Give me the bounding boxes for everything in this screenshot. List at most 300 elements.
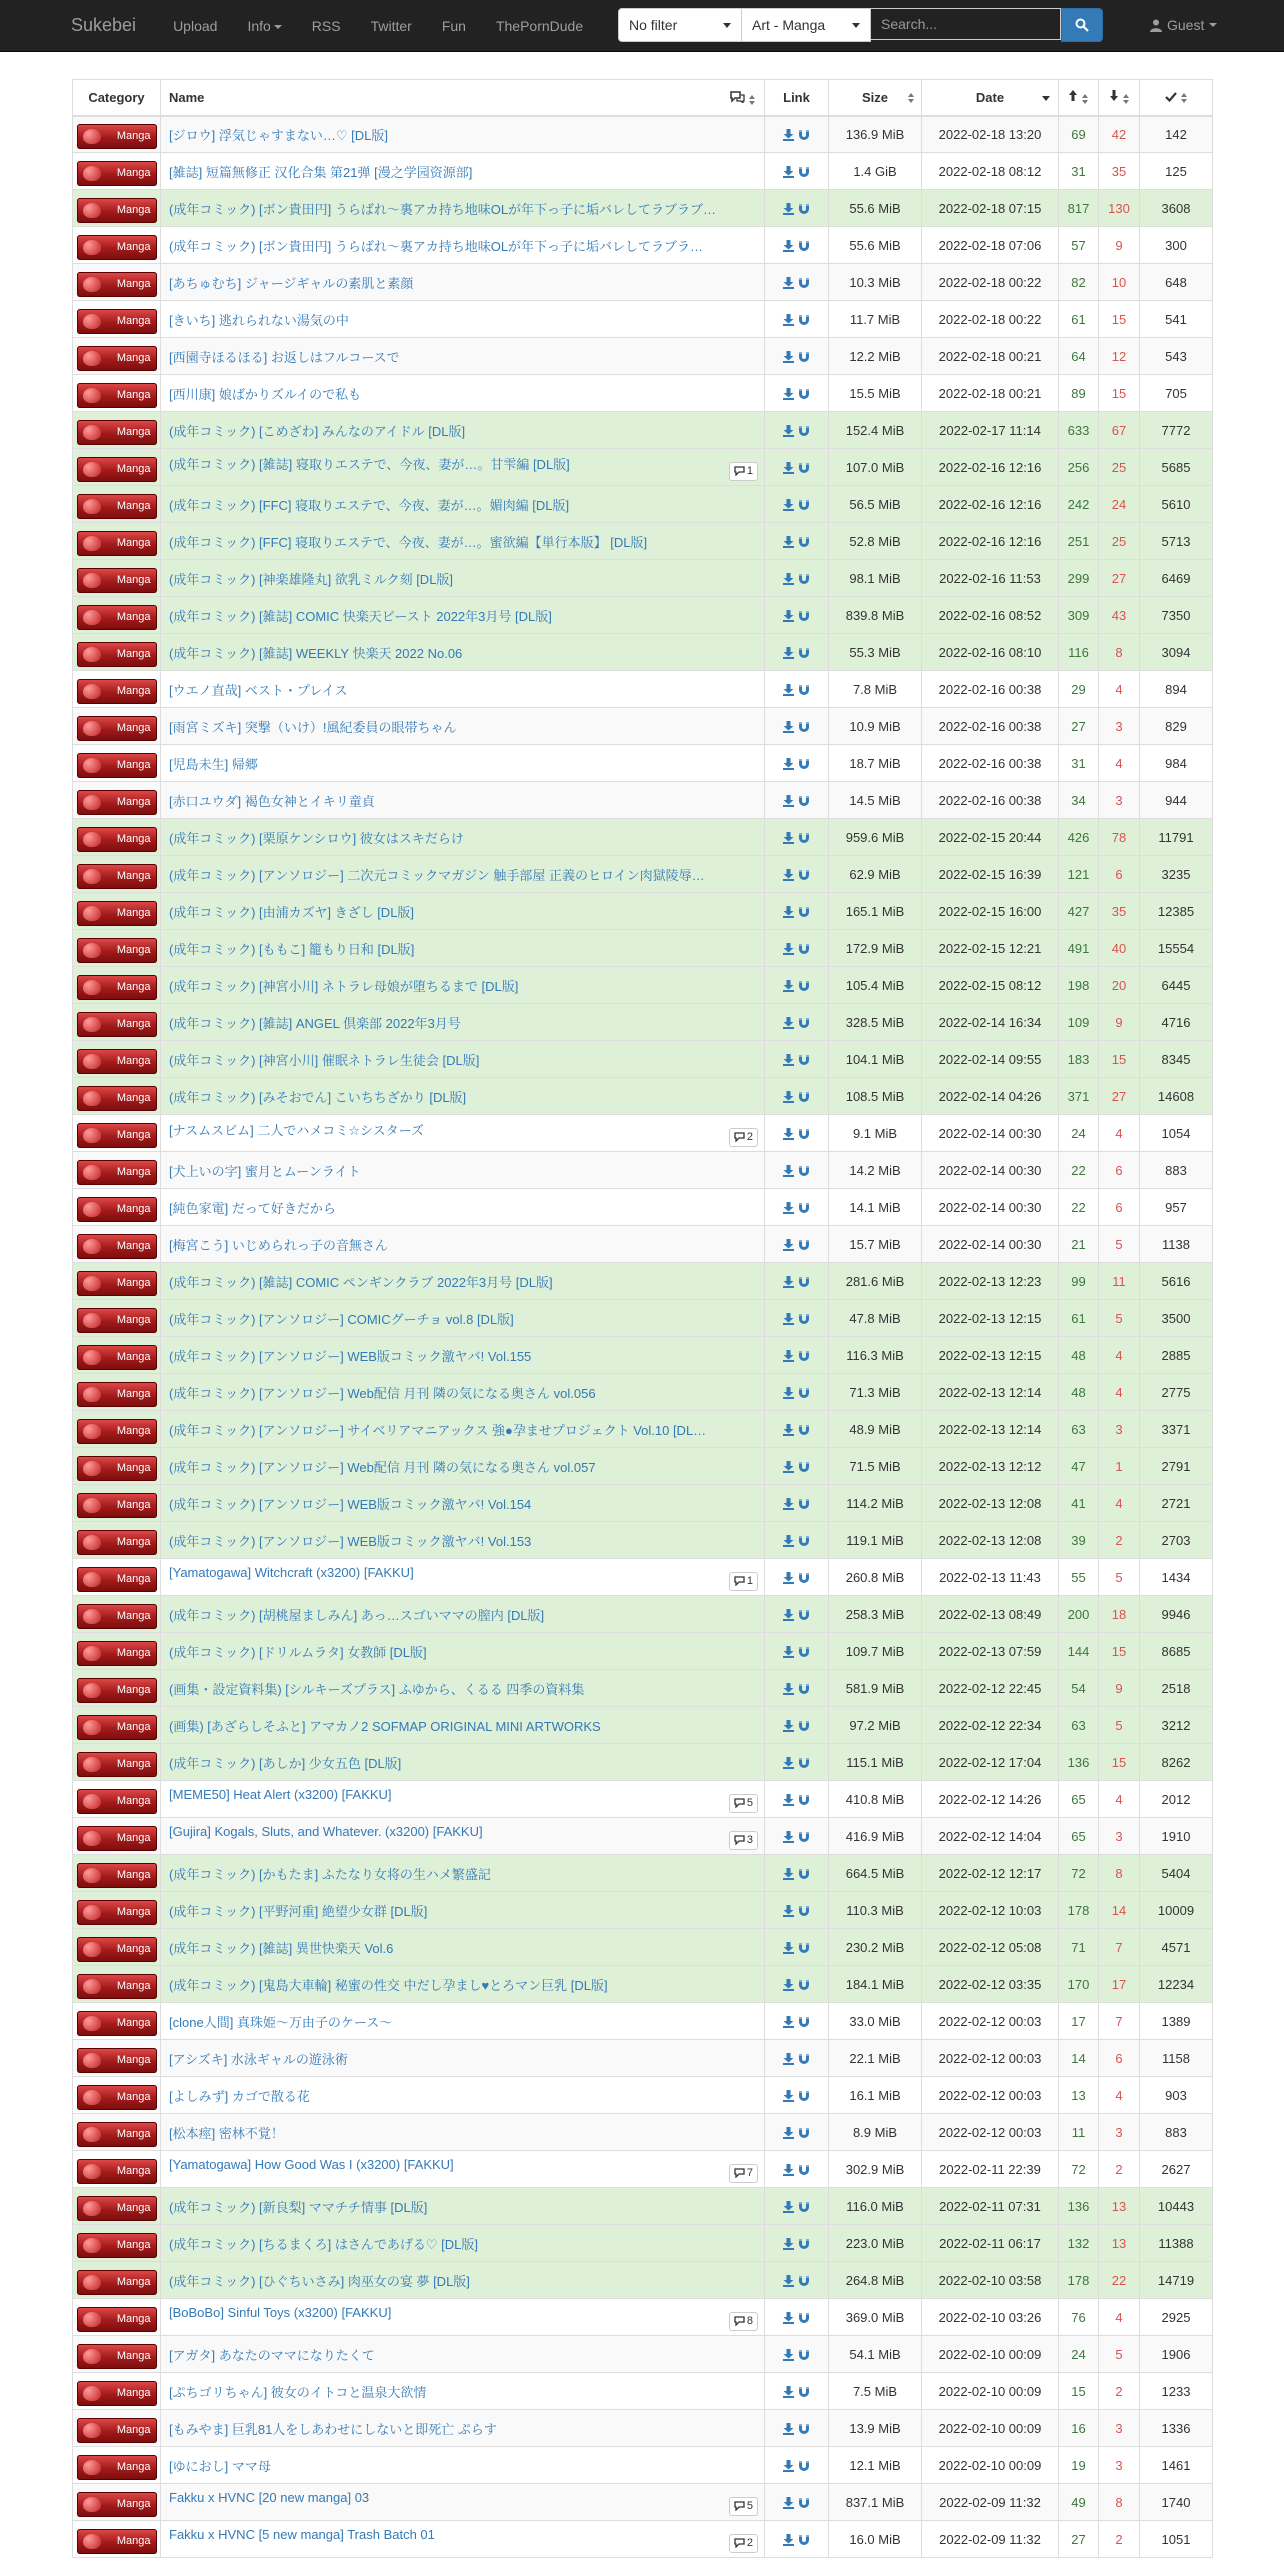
download-link[interactable] xyxy=(781,1718,796,1733)
magnet-link[interactable] xyxy=(796,2088,812,2103)
torrent-name-link[interactable]: [ジロウ] 浮気じゃすまない…♡ [DL版] xyxy=(169,127,388,143)
category-badge[interactable]: Manga xyxy=(77,272,157,297)
torrent-name-link[interactable]: [MEME50] Heat Alert (x3200) [FAKKU] xyxy=(169,1786,392,1802)
category-badge[interactable]: Manga xyxy=(77,938,157,963)
torrent-name-link[interactable]: (成年コミック) [雑誌] 異世快楽天 Vol.6 xyxy=(169,1940,394,1956)
download-link[interactable] xyxy=(781,1681,796,1696)
magnet-link[interactable] xyxy=(796,164,812,179)
category-badge[interactable]: Manga xyxy=(77,753,157,778)
download-link[interactable] xyxy=(781,1866,796,1881)
comments-badge[interactable] xyxy=(729,2312,758,2331)
category-badge[interactable]: Manga xyxy=(77,124,157,149)
category-badge[interactable]: Manga xyxy=(77,1234,157,1259)
downloads-cell: 11388 xyxy=(1140,2225,1213,2262)
torrent-name-link[interactable]: (成年コミック) [ももこ] 籠もり日和 [DL版] xyxy=(169,941,415,957)
download-link[interactable] xyxy=(781,1792,796,1807)
category-badge[interactable]: Manga xyxy=(77,1456,157,1481)
torrent-name-link[interactable]: (成年コミック) [雑誌] COMIC 快楽天ビースト 2022年3月号 [DL版] xyxy=(169,608,552,624)
magnet-link[interactable] xyxy=(796,793,812,808)
torrent-name-link[interactable]: (成年コミック) [こめざわ] みんなのアイドル [DL版] xyxy=(169,423,466,439)
torrent-name-link[interactable]: [児島未生] 帰郷 xyxy=(169,756,258,772)
magnet-link[interactable] xyxy=(796,1237,812,1252)
torrent-name-link[interactable]: (成年コミック) [雑誌] WEEKLY 快楽天 2022 No.06 xyxy=(169,645,463,661)
torrent-name-link[interactable]: (成年コミック) [神宮小川] ネトラレ母娘が堕ちるまで [DL版] xyxy=(169,978,519,994)
download-link[interactable] xyxy=(781,1089,796,1104)
torrent-name-link[interactable]: [Yamatogawa] How Good Was I (x3200) [FAKKU] xyxy=(169,2156,454,2172)
magnet-link[interactable] xyxy=(796,460,812,475)
magnet-link[interactable] xyxy=(796,386,812,401)
nav-twitter[interactable]: Twitter xyxy=(370,17,412,34)
comments-badge[interactable] xyxy=(729,1831,758,1850)
download-link[interactable] xyxy=(781,682,796,697)
category-badge[interactable]: Manga xyxy=(77,827,157,852)
torrent-name-link[interactable]: [雑誌] 短篇無修正 汉化合集 第21弹 [漫之学园资源部] xyxy=(169,164,473,180)
torrent-name-link[interactable]: (成年コミック) [アンソロジー] WEB版コミック激ヤバ! Vol.154 xyxy=(169,1496,532,1512)
torrent-name-link[interactable]: (成年コミック) [FFC] 寝取りエステで、今夜、妻が…。蜜欲編【単行本版】 [DL版] xyxy=(169,534,648,550)
magnet-link[interactable] xyxy=(796,1348,812,1363)
magnet-link[interactable] xyxy=(796,1200,812,1215)
category-badge[interactable]: Manga xyxy=(77,2085,157,2110)
download-link[interactable] xyxy=(781,1903,796,1918)
magnet-link[interactable] xyxy=(796,201,812,216)
download-link[interactable] xyxy=(781,2421,796,2436)
download-link[interactable] xyxy=(781,2458,796,2473)
torrent-name-link[interactable]: [犬上いの字] 蜜月とムーンライト xyxy=(169,1163,361,1179)
magnet-link[interactable] xyxy=(796,2458,812,2473)
magnet-link[interactable] xyxy=(796,349,812,364)
download-link[interactable] xyxy=(781,793,796,808)
download-link[interactable] xyxy=(781,460,796,475)
category-badge[interactable]: Manga xyxy=(77,1752,157,1777)
download-link[interactable] xyxy=(781,2051,796,2066)
magnet-link[interactable] xyxy=(796,1163,812,1178)
magnet-link[interactable] xyxy=(796,1422,812,1437)
torrent-name-link[interactable]: (成年コミック) [アンソロジー] WEB版コミック激ヤバ! Vol.153 xyxy=(169,1533,532,1549)
magnet-link[interactable] xyxy=(796,2532,812,2547)
magnet-link[interactable] xyxy=(796,1570,812,1585)
torrent-name-link[interactable]: [ゆにおし] ママ母 xyxy=(169,2458,271,2474)
header-leechers[interactable] xyxy=(1099,80,1140,116)
torrent-name-link[interactable]: (成年コミック) [雑誌] 寝取りエステで、今夜、妻が…。甘雫編 [DL版] xyxy=(169,456,570,472)
download-link[interactable] xyxy=(781,238,796,253)
magnet-link[interactable] xyxy=(796,682,812,697)
magnet-link[interactable] xyxy=(796,2384,812,2399)
torrent-name-link[interactable]: [よしみず] カゴで散る花 xyxy=(169,2088,310,2104)
download-link[interactable] xyxy=(781,978,796,993)
magnet-link[interactable] xyxy=(796,1607,812,1622)
torrent-name-link[interactable]: [ウエノ直哉] ベスト・プレイス xyxy=(169,682,348,698)
magnet-link[interactable] xyxy=(796,312,812,327)
magnet-link[interactable] xyxy=(796,1459,812,1474)
download-link[interactable] xyxy=(781,201,796,216)
magnet-link[interactable] xyxy=(796,238,812,253)
download-link[interactable] xyxy=(781,2310,796,2325)
category-badge[interactable]: Manga xyxy=(77,1012,157,1037)
torrent-name-link[interactable]: (成年コミック) [鬼島大車輪] 秘蜜の性交 中だし孕まし♥とろマン巨乳 [DL版] xyxy=(169,1977,608,1993)
download-link[interactable] xyxy=(781,645,796,660)
nav-theporndude[interactable]: ThePornDude xyxy=(495,17,584,34)
magnet-link[interactable] xyxy=(796,1052,812,1067)
torrent-name-link[interactable]: (成年コミック) [ドリルムラタ] 女教師 [DL版] xyxy=(169,1644,427,1660)
link-cell xyxy=(765,1078,829,1115)
magnet-link[interactable] xyxy=(796,2347,812,2362)
download-link[interactable] xyxy=(781,2199,796,2214)
magnet-link[interactable] xyxy=(796,978,812,993)
category-badge[interactable]: Manga xyxy=(77,790,157,815)
category-badge[interactable]: Manga xyxy=(77,716,157,741)
magnet-link[interactable] xyxy=(796,2125,812,2140)
torrent-name-link[interactable]: (成年コミック) [アンソロジー] サイベリアマニアックス 強●孕ませプロジェクト Vol.10 [DL… xyxy=(169,1422,707,1438)
torrent-name-link[interactable]: (成年コミック) [アンソロジー] 二次元コミックマガジン 触手部屋 正義のヒロイン肉獄陵辱… xyxy=(169,867,705,883)
category-badge[interactable]: Manga xyxy=(77,2344,157,2369)
magnet-link[interactable] xyxy=(796,423,812,438)
magnet-link[interactable] xyxy=(796,1977,812,1992)
torrent-name-link[interactable]: [ぷちゴリちゃん] 彼女のイトコと温泉大欲情 xyxy=(169,2384,427,2400)
category-badge[interactable]: Manga xyxy=(77,1789,157,1814)
search-button[interactable] xyxy=(1061,8,1103,42)
download-icon xyxy=(783,758,794,770)
magnet-link[interactable] xyxy=(796,756,812,771)
category-select[interactable] xyxy=(742,8,871,42)
category-cell xyxy=(73,338,161,375)
torrent-name-link[interactable]: (成年コミック) [胡桃屋ましみん] あっ…スゴいママの膣内 [DL版] xyxy=(169,1607,545,1623)
download-link[interactable] xyxy=(781,608,796,623)
torrent-name-link[interactable]: (成年コミック) [ひぐちいさみ] 肉巫女の宴 夢 [DL版] xyxy=(169,2273,470,2289)
magnet-link[interactable] xyxy=(796,904,812,919)
download-link[interactable] xyxy=(781,2384,796,2399)
comments-badge[interactable] xyxy=(729,2534,758,2553)
torrent-name-link[interactable]: [Gujira] Kogals, Sluts, and Whatever. (x3200) [FAKKU] xyxy=(169,1823,483,1839)
download-link[interactable] xyxy=(781,1496,796,1511)
search-input[interactable]: Search... xyxy=(871,8,1061,40)
magnet-link[interactable] xyxy=(796,1126,812,1141)
torrent-name-link[interactable]: [あちゅむち] ジャージギャルの素肌と素顔 xyxy=(169,275,414,291)
category-badge[interactable]: Manga xyxy=(77,975,157,1000)
magnet-link[interactable] xyxy=(796,2051,812,2066)
torrent-name-link[interactable]: (画集) [あざらしそふと] アマカノ2 SOFMAP ORIGINAL MINI ARTWORKS xyxy=(169,1718,601,1734)
category-badge[interactable]: Manga xyxy=(77,1049,157,1074)
torrent-name-link[interactable]: [clone人間] 真珠姫〜万由子のケース〜 xyxy=(169,2014,393,2030)
torrent-name-link[interactable]: [梅宮こう] いじめられっ子の音無さん xyxy=(169,1237,388,1253)
category-badge[interactable]: Manga xyxy=(77,1086,157,1111)
torrent-name-link[interactable]: (成年コミック) [みそおでん] こいちちざかり [DL版] xyxy=(169,1089,467,1105)
magnet-link[interactable] xyxy=(796,1496,812,1511)
download-link[interactable] xyxy=(781,1015,796,1030)
header-name[interactable] xyxy=(161,80,765,116)
torrent-name-link[interactable]: (成年コミック) [かもたま] ふたなり女将の生ハメ繁盛記 xyxy=(169,1866,491,1882)
magnet-link[interactable] xyxy=(796,941,812,956)
category-badge[interactable]: Manga xyxy=(77,2011,157,2036)
category-badge[interactable]: Manga xyxy=(77,1419,157,1444)
category-badge[interactable]: Manga xyxy=(77,1826,157,1851)
magnet-link[interactable] xyxy=(796,1829,812,1844)
download-link[interactable] xyxy=(781,275,796,290)
category-badge[interactable]: Manga xyxy=(77,2048,157,2073)
download-link[interactable] xyxy=(781,1570,796,1585)
magnet-link[interactable] xyxy=(796,830,812,845)
download-link[interactable] xyxy=(781,1348,796,1363)
torrent-name-link[interactable]: (成年コミック) [アンソロジー] Web配信 月刊 隣の気になる奥さん vol.056 xyxy=(169,1385,596,1401)
category-badge[interactable]: Manga xyxy=(77,309,157,334)
download-link[interactable] xyxy=(781,2162,796,2177)
nav-info[interactable] xyxy=(247,18,281,34)
magnet-link[interactable] xyxy=(796,497,812,512)
torrent-name-link[interactable]: [きいち] 逃れられない湯気の中 xyxy=(169,312,349,328)
category-badge[interactable]: Manga xyxy=(77,1900,157,1925)
download-link[interactable] xyxy=(781,830,796,845)
category-badge[interactable]: Manga xyxy=(77,679,157,704)
category-badge[interactable]: Manga xyxy=(77,1974,157,1999)
download-link[interactable] xyxy=(781,1755,796,1770)
category-badge[interactable]: Manga xyxy=(77,1715,157,1740)
magnet-link[interactable] xyxy=(796,2495,812,2510)
download-link[interactable] xyxy=(781,904,796,919)
torrent-name-link[interactable]: [赤口ユウダ] 褐色女神とイキリ童貞 xyxy=(169,793,375,809)
nav-fun[interactable]: Fun xyxy=(441,17,466,34)
magnet-link[interactable] xyxy=(796,1940,812,1955)
category-badge[interactable]: Manga xyxy=(77,1678,157,1703)
download-link[interactable] xyxy=(781,1459,796,1474)
header-downloads[interactable] xyxy=(1140,80,1213,116)
torrent-name-link[interactable]: (成年コミック) [神楽雄隆丸] 欲乳ミルク刻 [DL版] xyxy=(169,571,454,587)
download-link[interactable] xyxy=(781,497,796,512)
torrent-name-link[interactable]: Fakku x HVNC [20 new manga] 03 xyxy=(169,2489,370,2505)
download-link[interactable] xyxy=(781,127,796,142)
category-badge[interactable]: Manga xyxy=(77,161,157,186)
category-badge[interactable]: Manga xyxy=(77,1197,157,1222)
category-badge[interactable]: Manga xyxy=(77,2492,157,2517)
date-cell: 2022-02-12 10:03 xyxy=(922,1892,1059,1929)
torrent-name-link[interactable]: [雨宮ミズキ] 突撃（いけ）!風紀委員の眼帯ちゃん xyxy=(169,719,457,735)
magnet-link[interactable] xyxy=(796,608,812,623)
category-badge[interactable]: Manga xyxy=(77,1493,157,1518)
magnet-link[interactable] xyxy=(796,2421,812,2436)
category-badge[interactable]: Manga xyxy=(77,1567,157,1592)
download-link[interactable] xyxy=(781,1200,796,1215)
torrent-name-link[interactable]: [アガタ] あなたのママになりたくて xyxy=(169,2347,375,2363)
category-badge[interactable]: Manga xyxy=(77,346,157,371)
magnet-link[interactable] xyxy=(796,1718,812,1733)
torrent-name-link[interactable]: [純色家電] だって好きだから xyxy=(169,1200,336,1216)
download-link[interactable] xyxy=(781,719,796,734)
category-badge[interactable]: Manga xyxy=(77,1160,157,1185)
category-badge[interactable]: Manga xyxy=(77,1382,157,1407)
torrent-name-link[interactable]: (成年コミック) [栗原ケンシロウ] 彼女はスキだらけ xyxy=(169,830,464,846)
torrent-name-link[interactable]: [Yamatogawa] Witchcraft (x3200) [FAKKU] xyxy=(169,1564,414,1580)
magnet-icon xyxy=(798,2460,810,2472)
torrent-name-link[interactable]: (成年コミック) [アンソロジー] COMICグーチョ vol.8 [DL版] xyxy=(169,1311,514,1327)
comments-badge[interactable] xyxy=(729,2164,758,2183)
category-badge[interactable]: Manga xyxy=(77,2196,157,2221)
download-link[interactable] xyxy=(781,1644,796,1659)
download-link[interactable] xyxy=(781,1237,796,1252)
magnet-link[interactable] xyxy=(796,1089,812,1104)
download-link[interactable] xyxy=(781,534,796,549)
download-link[interactable] xyxy=(781,867,796,882)
magnet-link[interactable] xyxy=(796,719,812,734)
category-badge[interactable]: Manga xyxy=(77,864,157,889)
comments-badge[interactable] xyxy=(729,2497,758,2516)
download-link[interactable] xyxy=(781,2236,796,2251)
comments-badge[interactable] xyxy=(729,1794,758,1813)
download-link[interactable] xyxy=(781,1977,796,1992)
download-link[interactable] xyxy=(781,2273,796,2288)
header-name-sort[interactable] xyxy=(730,91,756,106)
torrent-name-link[interactable]: [西川康] 娘ばかりズルイので私も xyxy=(169,386,362,402)
download-link[interactable] xyxy=(781,1126,796,1141)
torrent-name-link[interactable]: (成年コミック) [平野河重] 絶望少女群 [DL版] xyxy=(169,1903,428,1919)
leechers-cell: 2 xyxy=(1099,2373,1140,2410)
download-link[interactable] xyxy=(781,2014,796,2029)
category-badge[interactable]: Manga xyxy=(77,2455,157,2480)
magnet-link[interactable] xyxy=(796,1903,812,1918)
download-link[interactable] xyxy=(781,1385,796,1400)
comments-badge[interactable] xyxy=(729,1128,758,1147)
download-link[interactable] xyxy=(781,1829,796,1844)
torrent-name-link[interactable]: (成年コミック) [雑誌] ANGEL 倶楽部 2022年3月号 xyxy=(169,1015,461,1031)
download-link[interactable] xyxy=(781,2532,796,2547)
magnet-link[interactable] xyxy=(796,1866,812,1881)
magnet-link[interactable] xyxy=(796,275,812,290)
category-badge[interactable]: Manga xyxy=(77,494,157,519)
magnet-link[interactable] xyxy=(796,1755,812,1770)
torrent-name-link[interactable]: (画集・設定資料集) [シルキーズプラス] ふゆから、くるる 四季の資料集 xyxy=(169,1681,585,1697)
download-link[interactable] xyxy=(781,941,796,956)
user-menu[interactable] xyxy=(1150,17,1217,33)
magnet-link[interactable] xyxy=(796,2199,812,2214)
nav-rss[interactable]: RSS xyxy=(311,17,341,34)
download-link[interactable] xyxy=(781,1422,796,1437)
magnet-link[interactable] xyxy=(796,1644,812,1659)
category-badge[interactable]: Manga xyxy=(77,2159,157,2184)
category-badge[interactable]: Manga xyxy=(77,420,157,445)
category-badge[interactable]: Manga xyxy=(77,1863,157,1888)
filter-select[interactable] xyxy=(618,8,742,42)
category-badge[interactable]: Manga xyxy=(77,901,157,926)
name-cell xyxy=(161,1855,765,1892)
download-link[interactable] xyxy=(781,2347,796,2362)
category-badge[interactable]: Manga xyxy=(77,2381,157,2406)
torrent-name-link[interactable]: (成年コミック) [あしか] 少女五色 [DL版] xyxy=(169,1755,402,1771)
torrent-name-link[interactable]: (成年コミック) [由浦カズヤ] きざし [DL版] xyxy=(169,904,415,920)
magnet-link[interactable] xyxy=(796,2273,812,2288)
torrent-name-link[interactable]: (成年コミック) [FFC] 寝取りエステで、今夜、妻が…。媚肉編 [DL版] xyxy=(169,497,570,513)
magnet-link[interactable] xyxy=(796,2236,812,2251)
torrent-name-link[interactable]: (成年コミック) [アンソロジー] WEB版コミック激ヤバ! Vol.155 xyxy=(169,1348,532,1364)
category-badge[interactable]: Manga xyxy=(77,605,157,630)
download-link[interactable] xyxy=(781,2125,796,2140)
download-link[interactable] xyxy=(781,756,796,771)
torrent-name-link[interactable]: [ナスムスビム] 二人でハメコミ☆シスターズ xyxy=(169,1122,424,1138)
download-link[interactable] xyxy=(781,1274,796,1289)
brand-link[interactable]: Sukebei xyxy=(71,15,137,35)
magnet-link[interactable] xyxy=(796,2162,812,2177)
download-link[interactable] xyxy=(781,1163,796,1178)
download-link[interactable] xyxy=(781,312,796,327)
header-seeders[interactable] xyxy=(1059,80,1099,116)
category-badge[interactable]: Manga xyxy=(77,2529,157,2554)
download-link[interactable] xyxy=(781,1311,796,1326)
torrent-name-link[interactable]: (成年コミック) [神宮小川] 催眠ネトラレ生徒会 [DL版] xyxy=(169,1052,480,1068)
magnet-link[interactable] xyxy=(796,645,812,660)
category-badge[interactable]: Manga xyxy=(77,383,157,408)
download-link[interactable] xyxy=(781,386,796,401)
category-badge[interactable]: Manga xyxy=(77,1271,157,1296)
torrent-name-link[interactable]: (成年コミック) [雑誌] COMIC ペンギンクラブ 2022年3月号 [DL版] xyxy=(169,1274,553,1290)
torrent-name-link[interactable]: [BoBoBo] Sinful Toys (x3200) [FAKKU] xyxy=(169,2304,392,2320)
torrent-name-link[interactable]: Fakku x HVNC [5 new manga] Trash Batch 01 xyxy=(169,2526,435,2542)
torrent-name-link[interactable]: (成年コミック) [ちるまくろ] はさんであげる♡ [DL版] xyxy=(169,2236,478,2252)
category-badge[interactable]: Manga xyxy=(77,1308,157,1333)
magnet-link[interactable] xyxy=(796,1015,812,1030)
magnet-link[interactable] xyxy=(796,1681,812,1696)
category-badge[interactable]: Manga xyxy=(77,2418,157,2443)
header-size[interactable] xyxy=(829,80,922,116)
category-badge[interactable]: Manga xyxy=(77,642,157,667)
torrent-name-link[interactable]: [西園寺ほるほる] お返しはフルコースで xyxy=(169,349,400,365)
download-link[interactable] xyxy=(781,1533,796,1548)
magnet-link[interactable] xyxy=(796,1311,812,1326)
comments-badge[interactable] xyxy=(729,462,758,481)
category-badge[interactable]: Manga xyxy=(77,531,157,556)
torrent-name-link[interactable]: [松本痙] 密林不覚！ xyxy=(169,2125,284,2141)
torrent-name-link[interactable]: [もみやま] 巨乳81人をしあわせにしないと即死亡 ぷらす xyxy=(169,2421,497,2437)
category-badge[interactable]: Manga xyxy=(77,1530,157,1555)
category-badge[interactable]: Manga xyxy=(77,2233,157,2258)
download-link[interactable] xyxy=(781,1940,796,1955)
category-badge[interactable]: Manga xyxy=(77,1937,157,1962)
download-link[interactable] xyxy=(781,1052,796,1067)
category-badge[interactable]: Manga xyxy=(77,198,157,223)
category-badge[interactable]: Manga xyxy=(77,2307,157,2332)
torrent-name-link[interactable]: (成年コミック) [ボン貴田円] うらばれ〜裏アカ持ち地味OLが年下っ子に垢バレしてラブラ… xyxy=(169,238,704,254)
torrent-name-link[interactable]: (成年コミック) [アンソロジー] Web配信 月刊 隣の気になる奥さん vol.057 xyxy=(169,1459,596,1475)
magnet-link[interactable] xyxy=(796,1274,812,1289)
torrent-name-link[interactable]: (成年コミック) [新良梨] ママチチ情事 [DL版] xyxy=(169,2199,428,2215)
category-badge[interactable]: Manga xyxy=(77,2122,157,2147)
magnet-link[interactable] xyxy=(796,571,812,586)
category-badge[interactable]: Manga xyxy=(77,2270,157,2295)
download-link[interactable] xyxy=(781,423,796,438)
magnet-link[interactable] xyxy=(796,2310,812,2325)
download-link[interactable] xyxy=(781,571,796,586)
torrent-name-link[interactable]: [アシズキ] 水泳ギャルの遊泳術 xyxy=(169,2051,348,2067)
magnet-link[interactable] xyxy=(796,2014,812,2029)
magnet-link[interactable] xyxy=(796,867,812,882)
download-link[interactable] xyxy=(781,1607,796,1622)
category-badge[interactable]: Manga xyxy=(77,1641,157,1666)
header-date[interactable] xyxy=(922,80,1059,116)
category-badge[interactable]: Manga xyxy=(77,568,157,593)
magnet-link[interactable] xyxy=(796,127,812,142)
download-link[interactable] xyxy=(781,164,796,179)
category-badge[interactable]: Manga xyxy=(77,235,157,260)
category-badge[interactable]: Manga xyxy=(77,1604,157,1629)
nav-upload[interactable]: Upload xyxy=(173,17,218,34)
category-badge[interactable]: Manga xyxy=(77,1123,157,1148)
magnet-link[interactable] xyxy=(796,1533,812,1548)
magnet-link[interactable] xyxy=(796,1385,812,1400)
magnet-link[interactable] xyxy=(796,1792,812,1807)
download-link[interactable] xyxy=(781,2088,796,2103)
download-link[interactable] xyxy=(781,2495,796,2510)
torrent-name-link[interactable]: (成年コミック) [ボン貴田円] うらばれ〜裏アカ持ち地味OLが年下っ子に垢バレしてラブラブ… xyxy=(169,201,717,217)
download-link[interactable] xyxy=(781,349,796,364)
comments-badge[interactable] xyxy=(729,1572,758,1591)
magnet-link[interactable] xyxy=(796,534,812,549)
category-badge[interactable]: Manga xyxy=(77,1345,157,1370)
category-badge[interactable]: Manga xyxy=(77,457,157,482)
